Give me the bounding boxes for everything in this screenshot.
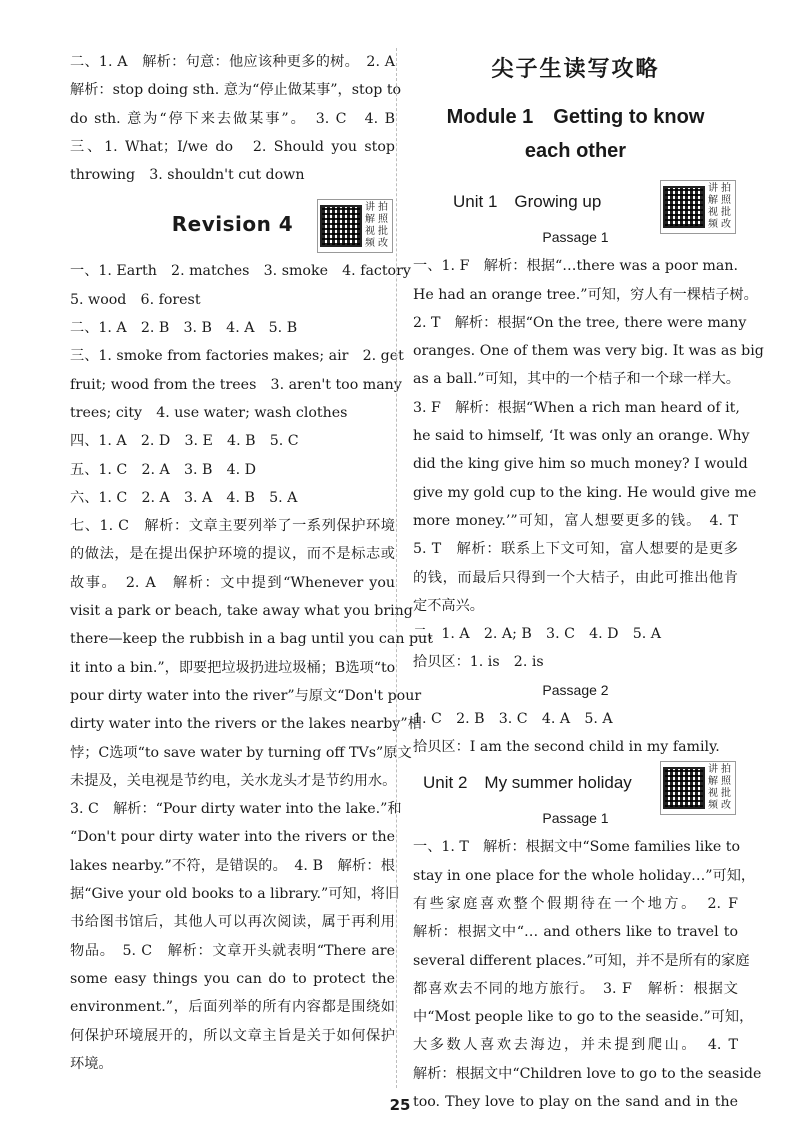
qr-code-icon[interactable] <box>663 186 705 228</box>
answer-line: 五、1. C 2. A 3. B 4. D <box>70 461 257 478</box>
unit1-passage1-answers <box>413 252 764 676</box>
answer-line: 三、1. What；I/we do 2. Should you stop <box>70 138 395 155</box>
answer-line: 大多数人喜欢去海边，并未提到爬山。 4. T <box>413 1037 738 1054</box>
answer-line: 2. T 解析：根据“On the tree, there were many <box>413 314 747 331</box>
revision-answers <box>70 257 433 1078</box>
answer-line: He had an orange tree.”可知，穷人有一棵桔子树。 <box>413 286 758 303</box>
answer-line: 的做法，是在提出保护环境的提议，而不是标志或 <box>70 546 395 563</box>
answers-top <box>70 48 402 189</box>
answer-line: visit a park or beach, take away what you bring <box>70 603 413 620</box>
answer-line: 拾贝区：I am the second child in my family. <box>413 739 720 756</box>
answer-line: pour dirty water into the river”与原文“Don't pour <box>70 687 422 704</box>
answer-line: 环境。 <box>70 1055 113 1072</box>
page-number: 25 <box>389 1096 411 1114</box>
answer-line: some easy things you can do to protect the <box>70 970 395 987</box>
answer-line: 定不高兴。 <box>413 597 484 614</box>
module-title: Module 1 Getting to know each other <box>446 106 705 163</box>
book-section-title: 尖子生读写攻略 <box>491 57 660 82</box>
answer-line: 书给图书馆后，其他人可以再次阅读，属于再利用 <box>70 914 395 931</box>
passage-label: Passage 2 <box>542 681 609 698</box>
answer-line: 一、1. F 解析：根据“…there was a poor man. <box>413 258 738 275</box>
revision-title: Revision 4 <box>171 212 294 237</box>
answer-line: 一、1. Earth 2. matches 3. smoke 4. factory <box>70 263 411 280</box>
unit1-header <box>413 180 738 231</box>
answer-line: 解析：根据文中“Children love to go to the seaside <box>413 1065 762 1082</box>
answer-line: there—keep the rubbish in a bag until you can put <box>70 631 433 648</box>
qr-code-badge[interactable] <box>660 180 736 234</box>
answer-line: 一、1. T 解析：根据文中“Some families like to <box>413 839 741 856</box>
answer-line: several different places.”可知，并不是所有的家庭 <box>413 952 750 969</box>
answer-line: more money.’”可知，富人想要更多的钱。 4. T <box>413 512 738 529</box>
revision-header <box>70 195 395 253</box>
answer-line: “Don't pour dirty water into the rivers or the <box>70 829 395 846</box>
answer-line: 中“Most people like to go to the seaside.”可知， <box>413 1009 754 1026</box>
passage-label: Passage 1 <box>542 810 609 827</box>
unit1-passage2-answers <box>413 705 738 762</box>
answer-line: as a ball.”可知，其中的一个桔子和一个球一样大。 <box>413 371 740 388</box>
answer-line: 1. C 2. B 3. C 4. A 5. A <box>413 710 613 727</box>
answer-line: 据“Give your old books to a library.”可知，将旧 <box>70 886 400 903</box>
qr-label: 讲 拍 解 照 视 批 频 改 <box>365 202 388 250</box>
answer-line: 物品。 5. C 解析：文章开头就表明“There are <box>70 942 395 959</box>
answer-line: dirty water into the rivers or the lakes nearby”相 <box>70 716 422 733</box>
answer-line: 有些家庭喜欢整个假期待在一个地方。 2. F <box>413 895 738 912</box>
answer-line: did the king give him so much money? I would <box>413 456 748 473</box>
qr-code-badge[interactable] <box>317 199 393 253</box>
answer-line: environment.”，后面列举的所有内容都是围绕如 <box>70 999 395 1016</box>
qr-label: 讲 拍 解 照 视 批 频 改 <box>708 183 731 231</box>
answer-line: 四、1. A 2. D 3. E 4. B 5. C <box>70 433 299 450</box>
answer-line: 故事。 2. A 解析：文中提到“Whenever you <box>70 574 395 591</box>
answer-line: 悖；C选项“to save water by turning off TVs”原文 <box>70 744 412 761</box>
answer-line: oranges. One of them was very big. It was as big <box>413 343 764 360</box>
answer-line: 拾贝区：1. is 2. is <box>413 654 544 671</box>
answer-line: 未提及，关电视是节约电，关水龙头才是节约用水。 <box>70 772 397 789</box>
answer-line: 二、1. A 解析：句意：他应该种更多的树。 2. A <box>70 54 395 70</box>
column-divider <box>396 48 397 1088</box>
answer-line: 3. C 解析：“Pour dirty water into the lake.”和 <box>70 801 402 818</box>
qr-label: 讲 拍 解 照 视 批 频 改 <box>708 764 731 812</box>
unit2-header <box>413 761 738 812</box>
unit2-title: Unit 2 My summer holiday <box>423 773 632 793</box>
answer-line: give my gold cup to the king. He would give me <box>413 484 757 501</box>
left-column <box>70 48 433 1078</box>
answer-line: 三、1. smoke from factories makes; air 2. get <box>70 348 404 365</box>
answer-line: 5. T 解析：联系上下文可知，富人想要的是更多 <box>413 541 738 558</box>
answer-line: 解析：根据文中“… and others like to travel to <box>413 924 738 941</box>
answer-line: 都喜欢去不同的地方旅行。 3. F 解析：根据文 <box>413 980 738 997</box>
answer-line: 七、1. C 解析：文章主要列举了一系列保护环境 <box>70 518 395 535</box>
answer-line: 3. F 解析：根据“When a rich man heard of it, <box>413 399 740 416</box>
unit2-passage1-answers <box>413 833 762 1116</box>
qr-code-icon[interactable] <box>320 205 362 247</box>
qr-code-icon[interactable] <box>663 767 705 809</box>
answer-line: 何保护环境展开的，所以文章主旨是关于如何保护 <box>70 1027 395 1044</box>
answer-line: lakes nearby.”不符，是错误的。 4. B 解析：根 <box>70 857 395 874</box>
answer-line: he said to himself, ‘It was only an orange. Why <box>413 428 750 445</box>
answer-line: 二、1. A 2. B 3. B 4. A 5. B <box>70 320 298 337</box>
right-column <box>413 48 764 1116</box>
qr-code-badge[interactable] <box>660 761 736 815</box>
passage-label: Passage 1 <box>542 229 609 246</box>
answer-line: it into a bin.”，即要把垃圾扔进垃圾桶；B选项“to <box>70 659 396 676</box>
answer-line: 解析：stop doing sth. 意为“停止做某事”，stop to <box>70 82 402 99</box>
answer-line: do sth. 意为“停下来去做某事”。 3. C 4. B <box>70 110 395 127</box>
answer-line: too. They love to play on the sand and in the <box>413 1094 738 1111</box>
answer-line: fruit; wood from the trees 3. aren't too many <box>70 376 402 393</box>
answer-line: trees; city 4. use water; wash clothes <box>70 404 348 421</box>
answer-line: 六、1. C 2. A 3. A 4. B 5. A <box>70 489 298 506</box>
answer-line: 的钱，而最后只得到一个大桔子，由此可推出他肯 <box>413 569 738 586</box>
answer-line: throwing 3. shouldn't cut down <box>70 167 305 184</box>
answer-line: 二、1. A 2. A; B 3. C 4. D 5. A <box>413 626 662 643</box>
answer-line: stay in one place for the whole holiday…”可知， <box>413 867 756 884</box>
answer-line: 5. wood 6. forest <box>70 291 201 308</box>
unit1-title: Unit 1 Growing up <box>453 192 602 212</box>
